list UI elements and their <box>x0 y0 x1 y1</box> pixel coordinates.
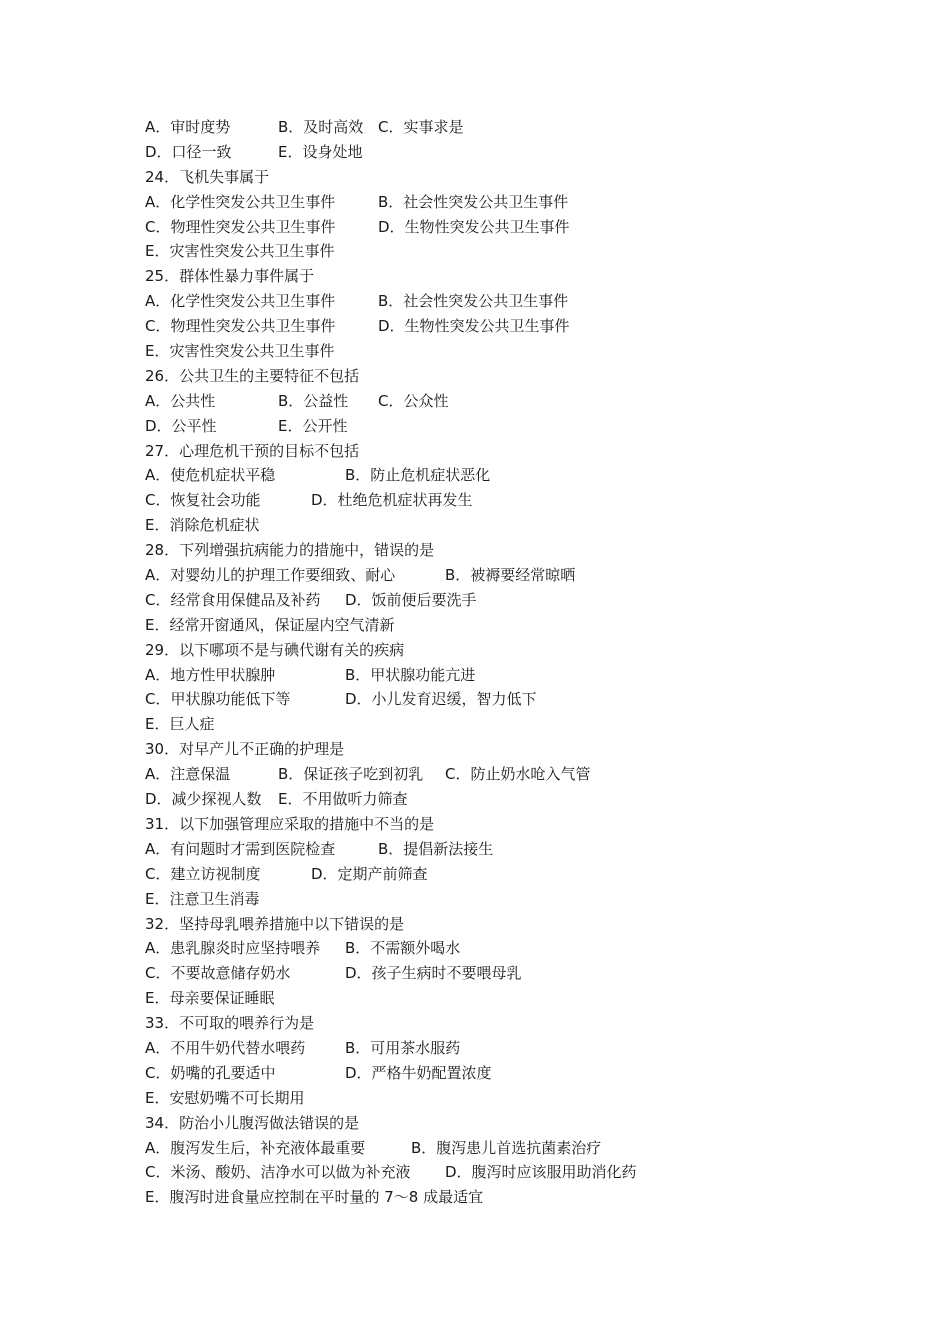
option-row <box>145 414 845 439</box>
option-row <box>145 862 845 887</box>
question-stem: 25．群体性暴力事件属于 <box>145 267 315 286</box>
answer-option: C．不要故意储存奶水 <box>145 964 291 983</box>
answer-option: E．消除危机症状 <box>145 516 260 535</box>
option-row <box>145 613 845 638</box>
answer-option: E．腹泻时进食量应控制在平时量的 7～8 成最适宜 <box>145 1188 484 1207</box>
answer-option: D．生物性突发公共卫生事件 <box>378 317 570 336</box>
answer-option: D．生物性突发公共卫生事件 <box>378 217 570 236</box>
answer-option: E．灾害性突发公共卫生事件 <box>145 342 335 361</box>
option-row <box>145 115 845 140</box>
answer-option: C．米汤、酸奶、洁净水可以做为补充液 <box>145 1163 411 1182</box>
answer-option: D．口径一致 <box>145 142 232 161</box>
option-row <box>145 961 845 986</box>
option-row <box>145 986 845 1011</box>
answer-option: A．腹泻发生后，补充液体最重要 <box>145 1138 366 1157</box>
question-stem: 26．公共卫生的主要特征不包括 <box>145 366 360 385</box>
option-row <box>145 936 845 961</box>
answer-option: B．腹泻患儿首选抗菌素治疗 <box>411 1138 602 1157</box>
option-row <box>145 687 845 712</box>
question-stem: 27．心理危机干预的目标不包括 <box>145 441 360 460</box>
document-page <box>145 115 845 1210</box>
answer-option: D．减少探视人数 <box>145 790 262 809</box>
answer-option: A．审时度势 <box>145 118 231 136</box>
question-stem: 32．坚持母乳喂养措施中以下错误的是 <box>145 914 405 933</box>
answer-option: E．灾害性突发公共卫生事件 <box>145 242 335 261</box>
option-row <box>145 663 845 688</box>
answer-option: B．社会性突发公共卫生事件 <box>378 292 569 311</box>
option-row <box>145 314 845 339</box>
answer-option: A．公共性 <box>145 391 216 410</box>
option-row <box>145 1185 845 1210</box>
answer-option: C．防止奶水呛入气管 <box>445 765 591 784</box>
question-stem: 33．不可取的喂养行为是 <box>145 1014 315 1033</box>
option-row <box>145 588 845 613</box>
option-row <box>145 140 845 165</box>
answer-option: C．实事求是 <box>378 118 464 136</box>
answer-option: A．注意保温 <box>145 765 231 784</box>
answer-option: E．注意卫生消毒 <box>145 889 260 908</box>
option-row <box>145 712 845 737</box>
answer-option: E．巨人症 <box>145 715 215 734</box>
option-row <box>145 215 845 240</box>
answer-option: B．甲状腺功能亢进 <box>345 665 476 684</box>
answer-option: B．被褥要经常晾晒 <box>445 566 576 585</box>
answer-option: C．恢复社会功能 <box>145 491 261 510</box>
question-stem: 24．飞机失事属于 <box>145 167 270 186</box>
option-row <box>145 389 845 414</box>
question-stem: 31．以下加强管理应采取的措施中不当的是 <box>145 814 435 833</box>
answer-option: B．保证孩子吃到初乳 <box>278 765 424 784</box>
answer-option: C．建立访视制度 <box>145 864 261 883</box>
option-row <box>145 339 845 364</box>
option-row <box>145 1061 845 1086</box>
answer-option: B．不需额外喝水 <box>345 939 461 958</box>
question-stem: 30．对早产儿不正确的护理是 <box>145 740 345 759</box>
answer-option: B．社会性突发公共卫生事件 <box>378 192 569 211</box>
option-row <box>145 289 845 314</box>
answer-option: D．小儿发育迟缓，智力低下 <box>345 690 537 709</box>
answer-option: C．奶嘴的孔要适中 <box>145 1063 276 1082</box>
answer-option: A．使危机症状平稳 <box>145 466 276 485</box>
answer-option: B．可用茶水服药 <box>345 1038 461 1057</box>
answer-option: A．地方性甲状腺肿 <box>145 665 276 684</box>
option-row <box>145 887 845 912</box>
answer-option: E．母亲要保证睡眠 <box>145 989 275 1008</box>
answer-option: E．设身处地 <box>278 142 363 161</box>
answer-option: B．及时高效 <box>278 118 364 136</box>
option-row <box>145 1086 845 1111</box>
answer-option: D．杜绝危机症状再发生 <box>311 491 473 510</box>
answer-option: B．防止危机症状恶化 <box>345 466 491 485</box>
answer-option: B．公益性 <box>278 391 349 410</box>
answer-option: A．化学性突发公共卫生事件 <box>145 292 336 311</box>
answer-option: D．定期产前筛查 <box>311 864 428 883</box>
option-row <box>145 463 845 488</box>
answer-option: A．化学性突发公共卫生事件 <box>145 192 336 211</box>
option-row <box>145 513 845 538</box>
answer-option: A．有问题时才需到医院检查 <box>145 839 336 858</box>
answer-option: E．不用做听力筛查 <box>278 790 408 809</box>
question-stem: 34．防治小儿腹泻做法错误的是 <box>145 1113 360 1132</box>
answer-option: E．经常开窗通风，保证屋内空气清新 <box>145 615 395 634</box>
option-row <box>145 190 845 215</box>
answer-option: A．患乳腺炎时应坚持喂养 <box>145 939 321 958</box>
option-row <box>145 837 845 862</box>
answer-option: E．安慰奶嘴不可长期用 <box>145 1088 305 1107</box>
option-row <box>145 563 845 588</box>
answer-option: C．经常食用保健品及补药 <box>145 590 321 609</box>
answer-option: C．物理性突发公共卫生事件 <box>145 317 336 336</box>
answer-option: C．公众性 <box>378 391 449 410</box>
answer-option: D．孩子生病时不要喂母乳 <box>345 964 522 983</box>
option-row <box>145 488 845 513</box>
option-row <box>145 762 845 787</box>
question-stem: 28．下列增强抗病能力的措施中，错误的是 <box>145 541 435 560</box>
answer-option: D．公平性 <box>145 416 217 435</box>
question-stem: 29．以下哪项不是与碘代谢有关的疾病 <box>145 640 405 659</box>
option-row <box>145 1160 845 1185</box>
answer-option: A．对婴幼儿的护理工作要细致、耐心 <box>145 566 396 585</box>
answer-option: B．提倡新法接生 <box>378 839 494 858</box>
answer-option: E．公开性 <box>278 416 348 435</box>
answer-option: D．腹泻时应该服用助消化药 <box>445 1163 637 1182</box>
answer-option: D．饭前便后要洗手 <box>345 590 477 609</box>
answer-option: C．甲状腺功能低下等 <box>145 690 291 709</box>
option-row <box>145 239 845 264</box>
answer-option: C．物理性突发公共卫生事件 <box>145 217 336 236</box>
option-row <box>145 787 845 812</box>
option-row <box>145 1136 845 1161</box>
answer-option: A．不用牛奶代替水喂药 <box>145 1038 306 1057</box>
answer-option: D．严格牛奶配置浓度 <box>345 1063 492 1082</box>
option-row <box>145 1036 845 1061</box>
